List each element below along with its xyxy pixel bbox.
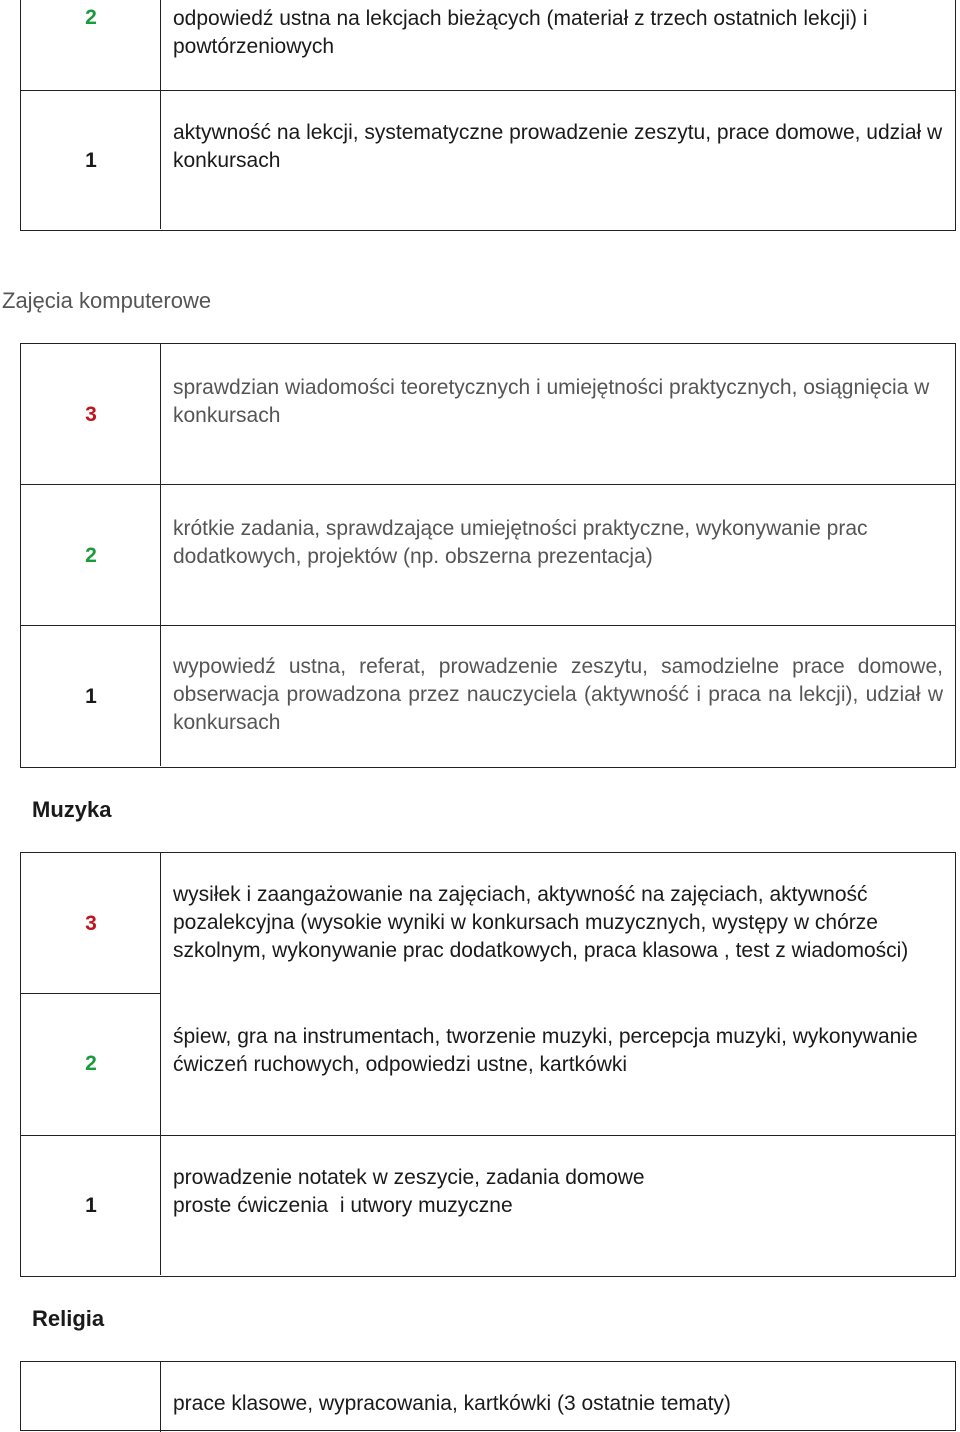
table-row	[21, 994, 955, 1136]
weight-cell	[21, 1362, 161, 1432]
criteria-text: aktywność na lekcji, systematyczne prowadzenie zeszytu, prace domowe, udział w konkursach	[173, 121, 943, 172]
criteria-text: krótkie zadania, sprawdzające umiejętności praktyczne, wykonywanie prac dodatkowych, projektów (np. obszerna prezentacja)	[173, 517, 868, 568]
grading-table-previous	[20, 0, 956, 231]
table-row	[21, 1362, 955, 1432]
grading-table-computer	[20, 343, 956, 768]
criteria-text: sprawdzian wiadomości teoretycznych i umiejętności praktycznych, osiągnięcia w konkursach	[173, 376, 930, 427]
weight-value: 1	[85, 685, 97, 708]
section-title-computer: Zajęcia komputerowe	[2, 288, 212, 313]
grading-table-religion	[20, 1361, 956, 1431]
weight-value: 1	[85, 149, 97, 172]
table-row	[21, 626, 955, 766]
weight-value: 3	[85, 403, 97, 426]
section-title-music: Muzyka	[32, 797, 112, 822]
criteria-text: śpiew, gra na instrumentach, tworzenie muzyki, percepcja muzyki, wykonywanie ćwiczeń ruchowych, odpowiedzi ustne, kartkówki	[173, 1025, 918, 1076]
criteria-line: prowadzenie notatek w zeszycie, zadania domowe	[173, 1166, 645, 1189]
table-row	[21, 485, 955, 626]
weight-value: 2	[85, 6, 97, 29]
criteria-text: wypowiedź ustna, referat, prowadzenie zeszytu, samodzielne prace domowe, obserwacja prowadzona przez nauczyciela (aktywność i praca na lekcji), udział w konkursach	[173, 655, 943, 734]
table-row	[21, 344, 955, 485]
table-row	[21, 1136, 955, 1275]
grading-table-music	[20, 852, 956, 1277]
weight-value: 3	[85, 912, 97, 935]
section-title-religion: Religia	[32, 1306, 105, 1331]
table-row	[21, 853, 955, 994]
table-row	[21, 0, 955, 91]
criteria-line: proste ćwiczenia i utwory muzyczne	[173, 1194, 513, 1217]
weight-value: 2	[85, 1052, 97, 1075]
table-row	[21, 91, 955, 229]
criteria-text: prace klasowe, wypracowania, kartkówki (3 ostatnie tematy)	[173, 1392, 731, 1415]
weight-value: 2	[85, 544, 97, 567]
criteria-text	[173, 1164, 943, 1220]
criteria-text: wysiłek i zaangażowanie na zajęciach, aktywność na zajęciach, aktywność pozalekcyjna (wysokie wyniki w konkursach muzycznych, występy w chórze szkolnym, wykonywanie prac dodatkowych, praca klasowa , test z wiadomości)	[173, 883, 909, 962]
criteria-text: odpowiedź ustna na lekcjach bieżących (materiał z trzech ostatnich lekcji) i powtórzeniowych	[173, 7, 868, 58]
weight-value: 1	[85, 1194, 97, 1217]
